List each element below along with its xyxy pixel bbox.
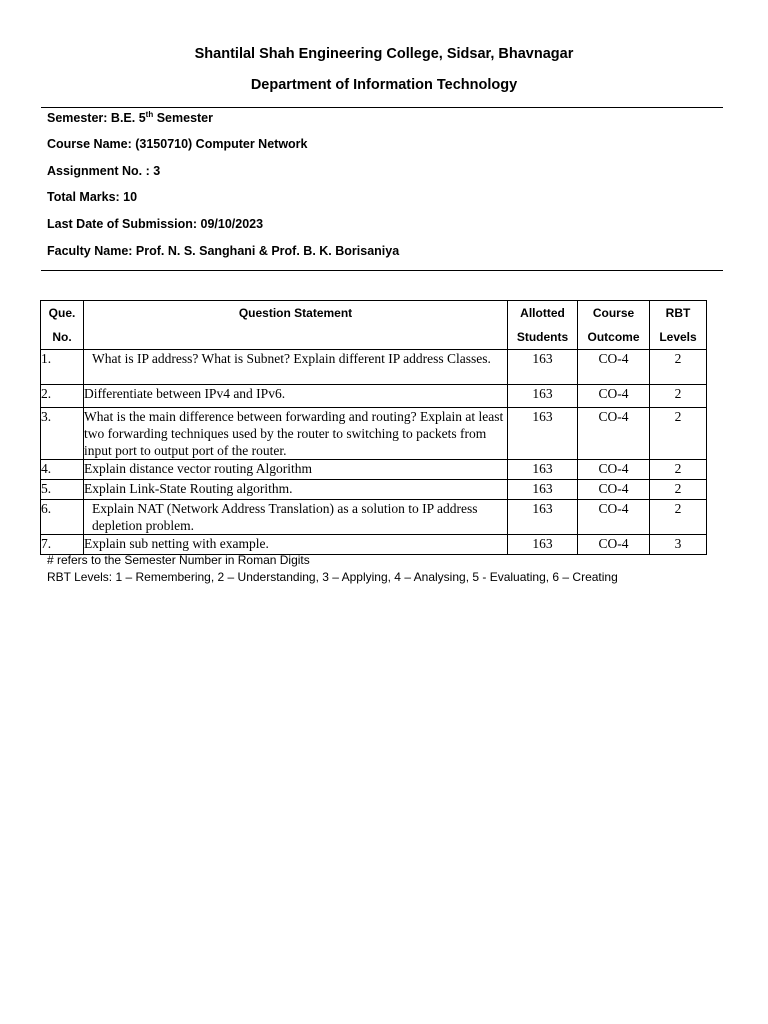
course-outcome: CO-4 [578,500,650,535]
allotted-students: 163 [508,535,578,555]
course-outcome: CO-4 [578,460,650,480]
table-row [41,385,707,408]
question-statement: Explain Link-State Routing algorithm. [84,480,508,500]
table-row [41,500,707,535]
course-outcome: CO-4 [578,535,650,555]
department-title: Department of Information Technology [250,77,518,93]
rbt-levels-legend: RBT Levels: 1 – Remembering, 2 – Understanding, 3 – Applying, 4 – Analysing, 5 - Evaluating, 6 – Creating [47,570,618,584]
table-row [41,408,707,460]
rbt-level: 2 [650,480,707,500]
semester-line [47,110,213,125]
question-statement: Differentiate between IPv4 and IPv6. [84,385,508,408]
allotted-students: 163 [508,385,578,408]
question-number: 1. [41,350,84,385]
question-number: 7. [41,535,84,555]
rbt-level: 2 [650,460,707,480]
header-allotted-students: Allotted Students [508,301,578,350]
question-table [40,300,707,555]
allotted-students: 163 [508,408,578,460]
semester-superscript: th [145,110,154,119]
question-number: 6. [41,500,84,535]
question-statement: Explain NAT (Network Address Translation) as a solution to IP address depletion problem. [84,500,508,535]
semester-prefix: Semester: B.E. 5 [47,111,146,126]
question-statement: What is the main difference between forwarding and routing? Explain at least two forwarding techniques used by the router to switching to packets from input port to output port of the router. [84,408,508,460]
semester-number-note: # refers to the Semester Number in Roman Digits [47,553,310,567]
course-name: Course Name: (3150710) Computer Network [47,137,308,151]
table-row [41,460,707,480]
faculty-name: Faculty Name: Prof. N. S. Sanghani & Prof. B. K. Borisaniya [47,244,400,258]
question-statement: Explain distance vector routing Algorithm [84,460,508,480]
table-row [41,480,707,500]
assignment-number: Assignment No. : 3 [47,164,161,178]
rbt-level: 2 [650,408,707,460]
rbt-level: 2 [650,385,707,408]
question-number: 3. [41,408,84,460]
rbt-level: 2 [650,350,707,385]
header-que-no: Que. No. [41,301,84,350]
table-header-row [41,301,707,350]
submission-date: Last Date of Submission: 09/10/2023 [47,217,264,231]
header-statement: Question Statement [84,301,508,350]
course-outcome: CO-4 [578,350,650,385]
allotted-students: 163 [508,460,578,480]
table-row [41,535,707,555]
course-outcome: CO-4 [578,480,650,500]
question-statement: Explain sub netting with example. [84,535,508,555]
bottom-divider [41,270,723,271]
semester-suffix: Semester [153,111,213,126]
allotted-students: 163 [508,480,578,500]
top-divider [41,107,723,108]
course-outcome: CO-4 [578,408,650,460]
header-rbt-levels: RBT Levels [650,301,707,350]
total-marks: Total Marks: 10 [47,190,138,204]
header-course-outcome: Course Outcome [578,301,650,350]
allotted-students: 163 [508,500,578,535]
college-title: Shantilal Shah Engineering College, Sidsar, Bhavnagar [194,46,574,62]
rbt-level: 2 [650,500,707,535]
table-row [41,350,707,385]
question-statement: What is IP address? What is Subnet? Explain different IP address Classes. [84,350,508,385]
allotted-students: 163 [508,350,578,385]
rbt-level: 3 [650,535,707,555]
question-number: 4. [41,460,84,480]
question-number: 2. [41,385,84,408]
question-number: 5. [41,480,84,500]
course-outcome: CO-4 [578,385,650,408]
